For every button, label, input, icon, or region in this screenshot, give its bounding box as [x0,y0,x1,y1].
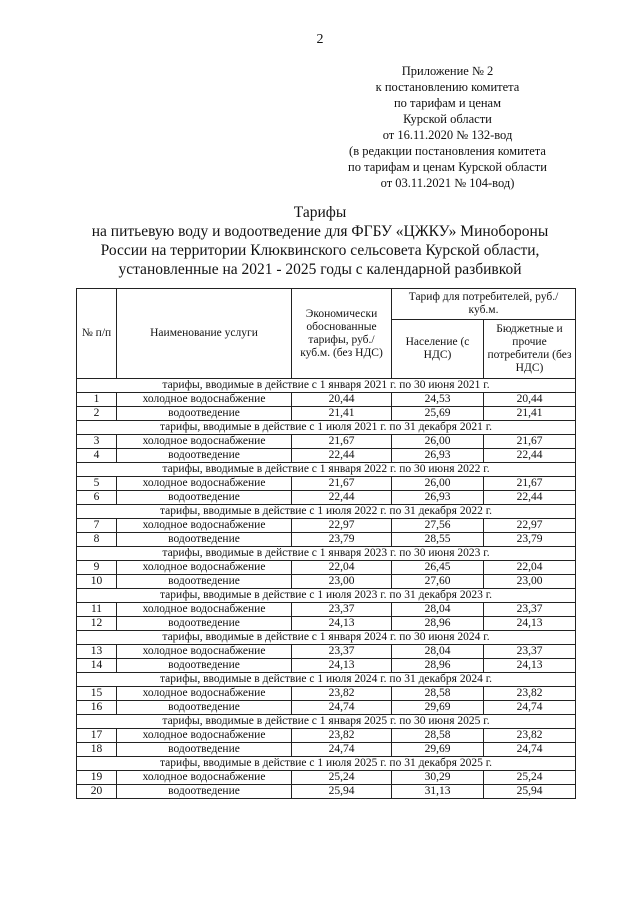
service-name: водоотведение [117,659,292,673]
document-title [0,203,640,279]
econ-tariff: 21,67 [292,477,392,491]
row-number: 17 [77,729,117,743]
table-row [77,659,576,673]
row-number: 12 [77,617,117,631]
population-tariff: 28,04 [392,645,484,659]
econ-tariff: 22,97 [292,519,392,533]
period-row [77,547,576,561]
service-name: холодное водоснабжение [117,603,292,617]
econ-tariff: 23,82 [292,687,392,701]
period-label: тарифы, вводимые в действие с 1 января 2022 г. по 30 июня 2022 г. [77,463,576,477]
period-label: тарифы, вводимые в действие с 1 июля 2024 г. по 31 декабря 2024 г. [77,673,576,687]
appendix-line: Курской области [403,112,492,126]
row-number: 8 [77,533,117,547]
econ-tariff: 21,67 [292,435,392,449]
service-name: холодное водоснабжение [117,393,292,407]
budget-tariff: 24,13 [484,617,576,631]
appendix-line: от 03.11.2021 № 104-вод) [380,176,515,190]
budget-tariff: 22,44 [484,449,576,463]
population-tariff: 28,96 [392,617,484,631]
budget-tariff: 23,00 [484,575,576,589]
econ-tariff: 23,79 [292,533,392,547]
service-name: холодное водоснабжение [117,477,292,491]
table-row [77,407,576,421]
header-service: Наименование услуги [117,289,292,379]
service-name: холодное водоснабжение [117,645,292,659]
table-row [77,645,576,659]
population-tariff: 24,53 [392,393,484,407]
row-number: 2 [77,407,117,421]
service-name: водоотведение [117,449,292,463]
period-row [77,463,576,477]
budget-tariff: 24,74 [484,701,576,715]
table-row [77,701,576,715]
econ-tariff: 24,74 [292,701,392,715]
header-econ: Экономически обоснованные тарифы, руб./ куб.м. (без НДС) [292,289,392,379]
service-name: водоотведение [117,491,292,505]
table-row [77,617,576,631]
table-row [77,435,576,449]
header-consumer: Тариф для потребителей, руб./ куб.м. [392,289,576,320]
row-number: 10 [77,575,117,589]
econ-tariff: 24,13 [292,659,392,673]
row-number: 7 [77,519,117,533]
appendix-line: по тарифам и ценам Курской области [348,160,547,174]
table-row [77,687,576,701]
appendix-line: (в редакции постановления комитета [349,144,546,158]
service-name: водоотведение [117,701,292,715]
budget-tariff: 23,79 [484,533,576,547]
appendix-block [340,63,555,191]
table-row [77,491,576,505]
appendix-line: по тарифам и ценам [393,96,502,110]
header-population: Население (с НДС) [392,320,484,379]
population-tariff: 25,69 [392,407,484,421]
population-tariff: 28,58 [392,687,484,701]
row-number: 13 [77,645,117,659]
econ-tariff: 23,82 [292,729,392,743]
period-label: тарифы, вводимые в действие с 1 января 2021 г. по 30 июня 2021 г. [77,379,576,393]
budget-tariff: 23,37 [484,645,576,659]
econ-tariff: 23,37 [292,645,392,659]
budget-tariff: 22,44 [484,491,576,505]
budget-tariff: 21,67 [484,477,576,491]
period-label: тарифы, вводимые в действие с 1 июля 2021 г. по 31 декабря 2021 г. [77,421,576,435]
period-row [77,631,576,645]
budget-tariff: 22,97 [484,519,576,533]
econ-tariff: 24,74 [292,743,392,757]
econ-tariff: 22,04 [292,561,392,575]
table-row [77,561,576,575]
appendix-line: от 16.11.2020 № 132-вод [382,128,513,142]
population-tariff: 26,00 [392,435,484,449]
period-row [77,379,576,393]
population-tariff: 26,93 [392,491,484,505]
service-name: холодное водоснабжение [117,729,292,743]
service-name: водоотведение [117,785,292,799]
table-row [77,785,576,799]
service-name: водоотведение [117,743,292,757]
table-body [77,379,576,799]
period-label: тарифы, вводимые в действие с 1 июля 2025 г. по 31 декабря 2025 г. [77,757,576,771]
population-tariff: 28,58 [392,729,484,743]
budget-tariff: 23,82 [484,729,576,743]
budget-tariff: 20,44 [484,393,576,407]
table-row [77,449,576,463]
population-tariff: 27,60 [392,575,484,589]
row-number: 15 [77,687,117,701]
service-name: водоотведение [117,617,292,631]
period-row [77,505,576,519]
table-row [77,603,576,617]
table-row [77,771,576,785]
population-tariff: 26,00 [392,477,484,491]
budget-tariff: 21,41 [484,407,576,421]
population-tariff: 26,45 [392,561,484,575]
budget-tariff: 23,37 [484,603,576,617]
service-name: холодное водоснабжение [117,771,292,785]
econ-tariff: 23,37 [292,603,392,617]
table-row [77,519,576,533]
table-row [77,729,576,743]
period-row [77,757,576,771]
title-line: на питьевую воду и водоотведение для ФГБУ «ЦЖКУ» Минобороны [91,223,549,240]
row-number: 19 [77,771,117,785]
title-line: установленные на 2021 - 2025 годы с календарной разбивкой [118,261,522,278]
population-tariff: 31,13 [392,785,484,799]
population-tariff: 28,04 [392,603,484,617]
row-number: 18 [77,743,117,757]
appendix-line: к постановлению комитета [375,80,520,94]
service-name: холодное водоснабжение [117,687,292,701]
budget-tariff: 25,24 [484,771,576,785]
row-number: 20 [77,785,117,799]
period-row [77,589,576,603]
page-number: 2 [316,32,324,47]
title-line: России на территории Клюквинского сельсовета Курской области, [100,242,540,259]
population-tariff: 26,93 [392,449,484,463]
period-label: тарифы, вводимые в действие с 1 января 2025 г. по 30 июня 2025 г. [77,715,576,729]
appendix-line: Приложение № 2 [401,64,494,78]
service-name: холодное водоснабжение [117,435,292,449]
table-row [77,743,576,757]
header-budget: Бюджетные и прочие потребители (без НДС) [484,320,576,379]
row-number: 9 [77,561,117,575]
population-tariff: 27,56 [392,519,484,533]
service-name: холодное водоснабжение [117,519,292,533]
service-name: водоотведение [117,575,292,589]
table-row [77,575,576,589]
title-line: Тарифы [293,204,347,221]
econ-tariff: 23,00 [292,575,392,589]
row-number: 6 [77,491,117,505]
econ-tariff: 22,44 [292,491,392,505]
table-row [77,393,576,407]
population-tariff: 28,96 [392,659,484,673]
service-name: холодное водоснабжение [117,561,292,575]
period-label: тарифы, вводимые в действие с 1 января 2024 г. по 30 июня 2024 г. [77,631,576,645]
row-number: 16 [77,701,117,715]
row-number: 14 [77,659,117,673]
econ-tariff: 24,13 [292,617,392,631]
table-row [77,533,576,547]
tariff-table [76,288,576,799]
service-name: водоотведение [117,407,292,421]
econ-tariff: 25,94 [292,785,392,799]
table-row [77,477,576,491]
row-number: 5 [77,477,117,491]
econ-tariff: 21,41 [292,407,392,421]
period-label: тарифы, вводимые в действие с 1 июля 2023 г. по 31 декабря 2023 г. [77,589,576,603]
period-label: тарифы, вводимые в действие с 1 января 2023 г. по 30 июня 2023 г. [77,547,576,561]
table-header [77,289,576,379]
period-label: тарифы, вводимые в действие с 1 июля 2022 г. по 31 декабря 2022 г. [77,505,576,519]
econ-tariff: 25,24 [292,771,392,785]
row-number: 11 [77,603,117,617]
budget-tariff: 22,04 [484,561,576,575]
population-tariff: 29,69 [392,701,484,715]
population-tariff: 29,69 [392,743,484,757]
econ-tariff: 20,44 [292,393,392,407]
budget-tariff: 23,82 [484,687,576,701]
period-row [77,673,576,687]
population-tariff: 28,55 [392,533,484,547]
service-name: водоотведение [117,533,292,547]
budget-tariff: 25,94 [484,785,576,799]
row-number: 1 [77,393,117,407]
row-number: 4 [77,449,117,463]
period-row [77,715,576,729]
budget-tariff: 24,74 [484,743,576,757]
population-tariff: 30,29 [392,771,484,785]
econ-tariff: 22,44 [292,449,392,463]
budget-tariff: 24,13 [484,659,576,673]
row-number: 3 [77,435,117,449]
period-row [77,421,576,435]
header-num: № п/п [77,289,117,379]
budget-tariff: 21,67 [484,435,576,449]
